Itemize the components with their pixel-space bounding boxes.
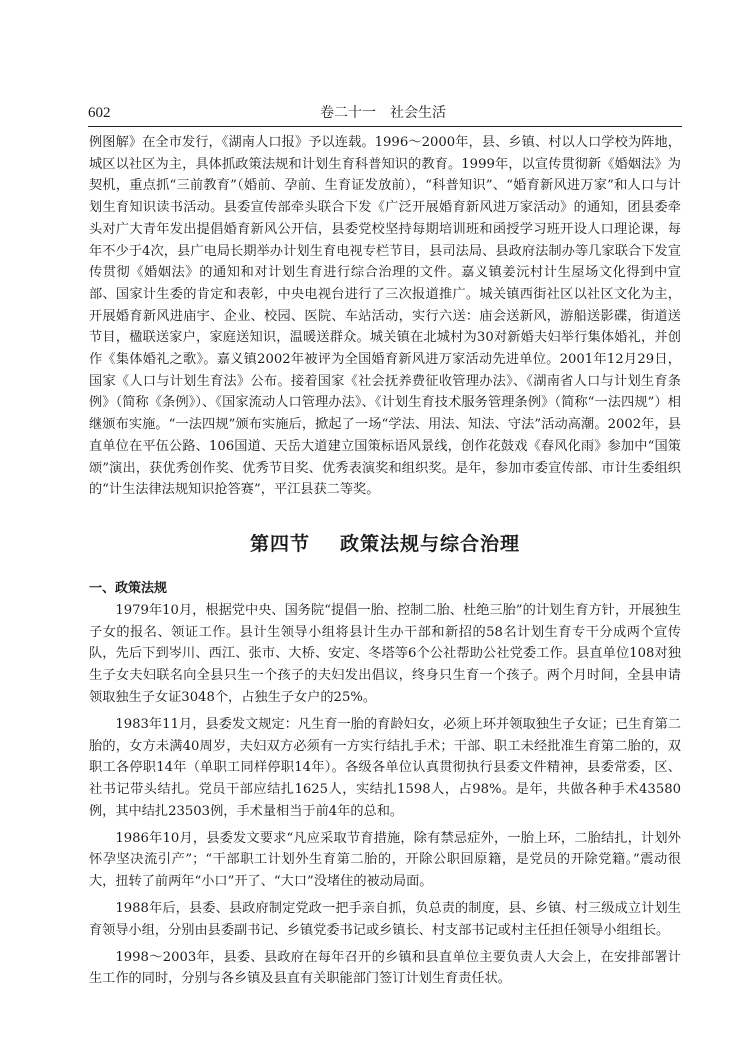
- page-number: 602: [88, 105, 111, 121]
- running-title: 卷二十一 社会生活: [320, 105, 446, 121]
- section-title-text: 政策法规与综合治理: [340, 533, 521, 555]
- continuation-paragraph: 例图解》在全市发行，《湖南人口报》予以连载。1996～2000年，县、乡镇、村以人口学校为阵地，城区以社区为主，具体抓政策法规和计划生育科普知识的教育。1999年，以宣传贯彻新《婚姻法》为契机，重点抓“三前教育”（婚前、孕前、生育证发放前），“科普知识”、“婚育新风进万家”和人口与计划生育知识读书活动。县委宣传部牵头联合下发《广泛开展婚育新风进万家活动》的通知，团县委牵头对广大青年发出提倡婚育新风公开信，县委党校坚持每期培训班和函授学习班开设人口理论课，每年不少于4次，县广电局长期举办计划生育电视专栏节目，县司法局、县政府法制办等几家联合下发宣传贯彻《婚姻法》的通知和对计划生育进行综合治理的文件。嘉义镇姜沅村计生屋场文化得到中宣部、国家计生委的肯定和表彰，中央电视台进行了三次报道推广。城关镇西街社区以社区文化为主，开展婚育新风进庙宇、企业、校园、医院、车站活动，实行六送：庙会送新风，游船送影碟，街道送节目，楹联送家户，家庭送知识，温暖送群众。城关镇在北城村为30对新婚夫妇举行集体婚礼，并创作《集体婚礼之歌》。嘉义镇2002年被评为全国婚育新风进万家活动先进单位。2001年12月29日，国家《人口与计划生育法》公布。接着国家《社会抚养费征收管理办法》、《湖南省人口与计划生育条例》（简称《条例》）、《国家流动人口管理办法》、《计划生育技术服务管理条例》（简称“一法四规”）相继颁布实施。“一法四规”颁布实施后，掀起了一场“学法、用法、知法、守法”活动高潮。2002年，县直单位在平伍公路、106国道、天岳大道建立国策标语风景线，创作花鼓戏《春风化雨》参加中“国策颂”演出，获优秀创作奖、优秀节目奖、优秀表演奖和组织奖。是年，参加市委宣传部、市计生委组织的“计生法律法规知识抢答赛”，平江县获二等奖。: [89, 135, 681, 498]
- page-header: [88, 102, 680, 124]
- header-rule: [88, 126, 682, 127]
- body-paragraph: 1998～2003年，县委、县政府在每年召开的乡镇和县直单位主要负责人大会上，在安排部署计生工作的同时，分别与各乡镇及县直有关职能部门签订计划生育责任状。: [89, 949, 681, 987]
- body-paragraph: 1983年11月，县委发文规定：凡生育一胎的育龄妇女，必须上环并领取独生子女证；已生育第二胎的，女方未满40周岁，夫妇双方必须有一方实行结扎手术；干部、职工未经批准生育第二胎的，双职工各停职14年（单职工同样停职14年）。各级各单位认真贯彻执行县委文件精神，县委常委，区、社书记带头结扎。党员干部应结扎1625人，实结扎1598人，占98%。是年，共做各种手术43580例，其中结扎23503例，手术量相当于前4年的总和。: [89, 716, 681, 819]
- section-number: 第四节: [249, 533, 310, 555]
- body-paragraph: 1988年后，县委、县政府制定党政一把手亲自抓，负总责的制度，县、乡镇、村三级成立计划生育领导小组，分别由县委副书记、乡镇党委书记或乡镇长、村支部书记或村主任担任领导小组组长。: [89, 901, 681, 938]
- section-title: [89, 530, 681, 558]
- subsection-heading: 一、政策法规: [89, 581, 168, 596]
- body-paragraph: 1986年10月，县委发文要求“凡应采取节育措施，除有禁忌症外，一胎上环，二胎结扎，计划外怀孕坚决流引产”；“干部职工计划外生育第二胎的，开除公职回原籍，是党员的开除党籍。”震动很大，扭转了前两年“小口”开了、“大口”没堵住的被动局面。: [89, 830, 681, 890]
- subsection-body: [89, 600, 681, 990]
- body-paragraph: 1979年10月，根据党中央、国务院“提倡一胎、控制二胎、杜绝三胎”的计划生育方针，开展独生子女的报名、领证工作。县计生领导小组将县计生办干部和新招的58名计划生育专干分成两个宣传队，先后下到岑川、西江、张市、大桥、安定、冬塔等6个公社帮助公社党委工作。县直单位108对独生子女夫妇联名向全县只生一个孩子的夫妇发出倡议，终身只生育一个孩子。两个月时间，全县申请领取独生子女证3048个，占独生子女户的25%。: [89, 603, 681, 705]
